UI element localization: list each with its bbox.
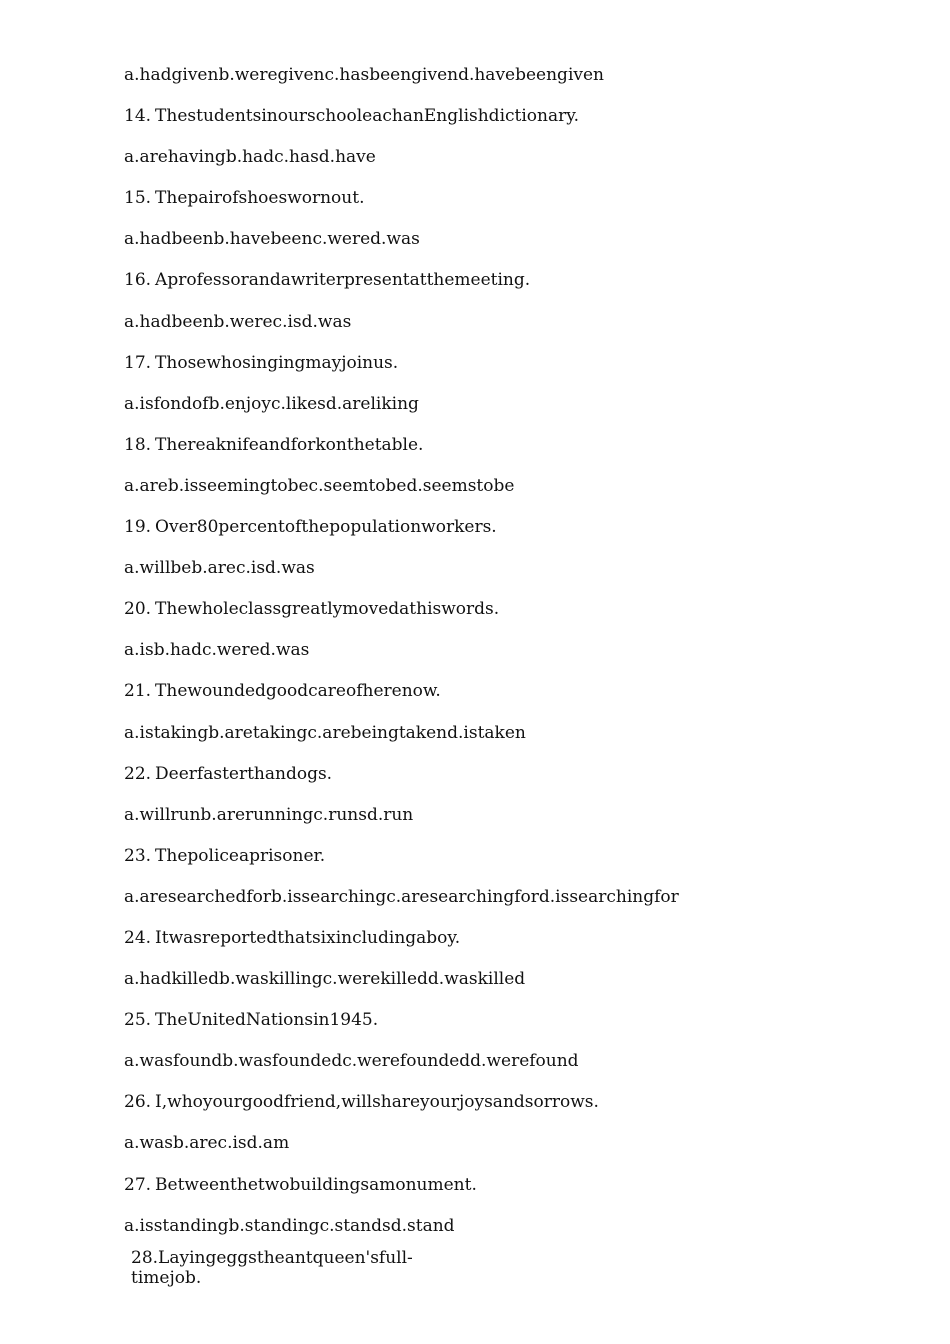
question-sentence: Over80percentofthepopulationworkers. <box>155 517 497 538</box>
question-number: 14. <box>124 106 152 127</box>
answer-options: a.hadbeenb.havebeenc.wered.was <box>124 229 420 250</box>
question-number: 19. <box>124 517 152 538</box>
question-sentence: I,whoyourgoodfriend,willshareyourjoysandsorrows. <box>155 1092 599 1113</box>
answer-options: a.willrunb.arerunningc.runsd.run <box>124 804 414 825</box>
question-number: 15. <box>124 188 152 209</box>
question-28-line-1: 28.Layingeggstheantqueen'sfull- <box>131 1248 413 1268</box>
question-text <box>124 1173 824 1197</box>
question-number: 21. <box>124 681 152 702</box>
question-number: 25. <box>124 1010 152 1031</box>
question-text <box>124 515 824 539</box>
answer-options: a.hadgivenb.weregivenc.hasbeengivend.havebeengiven <box>124 65 604 85</box>
question-sentence: Thepairofshoeswornout. <box>155 188 365 209</box>
question-number: 26. <box>124 1092 152 1113</box>
question-number: 17. <box>124 352 152 373</box>
answer-options: a.arehavingb.hadc.hasd.have <box>124 147 376 168</box>
question-number: 24. <box>124 927 152 948</box>
answer-options: a.aresearchedforb.issearchingc.aresearchingford.issearchingfor <box>124 886 679 907</box>
question-text <box>124 679 824 703</box>
question-sentence: Thosewhosingingmayjoinus. <box>155 352 399 373</box>
answer-options: a.isfondofb.enjoyc.likesd.areliking <box>124 393 419 414</box>
question-28 <box>131 1248 431 1288</box>
question-sentence: Thewoundedgoodcareofherenow. <box>155 681 441 702</box>
question-number: 22. <box>124 763 152 784</box>
answer-options: a.willbeb.arec.isd.was <box>124 558 315 579</box>
answer-options: a.isb.hadc.wered.was <box>124 640 310 661</box>
question-text <box>124 104 824 128</box>
question-number: 23. <box>124 845 152 866</box>
answer-options: a.hadkilledb.waskillingc.werekilledd.waskilled <box>124 969 526 990</box>
question-text <box>124 597 824 621</box>
question-number: 16. <box>124 270 152 291</box>
question-sentence: Deerfasterthandogs. <box>155 763 333 784</box>
question-sentence: Aprofessorandawriterpresentatthemeeting. <box>155 270 531 291</box>
answer-options: a.isstandingb.standingc.standsd.stand <box>124 1215 455 1236</box>
question-sentence: Thereaknifeandforkonthetable. <box>155 434 424 455</box>
question-sentence: Thepoliceaprisoner. <box>155 845 326 866</box>
question-sentence: TheUnitedNationsin1945. <box>155 1010 379 1031</box>
question-number: 27. <box>124 1174 152 1195</box>
question-sentence: Betweenthetwobuildingsamonument. <box>155 1174 477 1195</box>
question-text <box>124 844 824 868</box>
question-sentence: ThestudentsinourschooleachanEnglishdictionary. <box>155 106 579 127</box>
question-text <box>124 926 824 950</box>
question-sentence: Thewholeclassgreatlymovedathiswords. <box>155 599 500 620</box>
question-number: 18. <box>124 434 152 455</box>
question-number: 20. <box>124 599 152 620</box>
question-text <box>124 433 824 457</box>
question-text <box>124 268 824 292</box>
answer-options: a.wasb.arec.isd.am <box>124 1133 290 1154</box>
document-body <box>124 63 824 1255</box>
question-text <box>124 351 824 375</box>
question-28-line-2: timejob. <box>131 1268 202 1288</box>
question-text <box>124 1008 824 1032</box>
question-sentence: Itwasreportedthatsixincludingaboy. <box>155 927 461 948</box>
question-text <box>124 1090 824 1114</box>
question-text <box>124 186 824 210</box>
question-text <box>124 762 824 786</box>
answer-options: a.hadbeenb.werec.isd.was <box>124 311 352 332</box>
answer-options: a.areb.isseemingtobec.seemtobed.seemstobe <box>124 475 515 496</box>
answer-options: a.wasfoundb.wasfoundedc.werefoundedd.werefound <box>124 1051 579 1072</box>
answer-options: a.istakingb.aretakingc.arebeingtakend.istaken <box>124 722 526 743</box>
